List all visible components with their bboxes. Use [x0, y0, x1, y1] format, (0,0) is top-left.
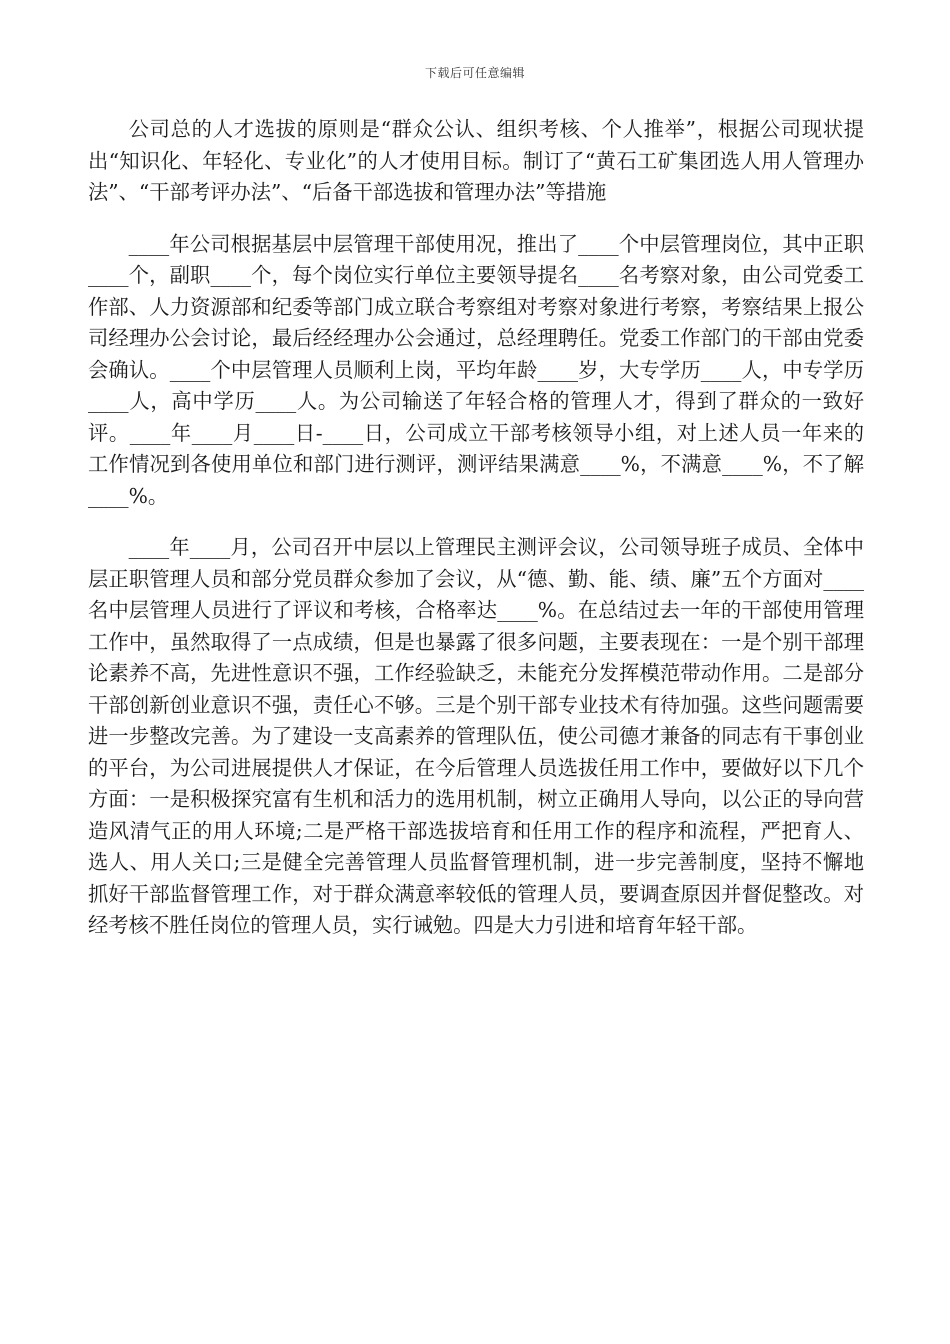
page-header: 下载后可任意编辑 — [424, 66, 525, 80]
document-body — [88, 114, 864, 962]
paragraph-evaluation-and-improvements: ____年____月，公司召开中层以上管理民主测评会议，公司领导班子成员、全体中层正职管理人员和部分党员群众参加了会议，从“德、勤、能、绩、廉”五个方面对____名中层管理人员进行了评议和考核，合格率达____%。在总结过去一年的干部使用管理工作中，虽然取得了一点成绩，但是也暴露了很多问题，主要表现在：一是个别干部理论素养不高，先进性意识不强，工作经验缺乏，未能充分发挥模范带动作用。二是部分干部创新创业意识不强，责任心不够。三是个别干部专业技术有待加强。这些问题需要进一步整改完善。为了建设一支高素养的管理队伍，使公司德才兼备的同志有干事创业的平台，为公司进展提供人才保证，在今后管理人员选拔任用工作中，要做好以下几个方面：一是积极探究富有生机和活力的选用机制，树立正确用人导向，以公正的导向营造风清气正的用人环境;二是严格干部选拔培育和任用工作的程序和流程，严把育人、选人、用人关口;三是健全完善管理人员监督管理机制，进一步完善制度，坚持不懈地抓好干部监督管理工作，对于群众满意率较低的管理人员，要调查原因并督促整改。对经考核不胜任岗位的管理人员，实行诫勉。四是大力引进和培育年轻干部。 — [88, 535, 864, 937]
paragraph-middle-management-appointment: ____年公司根据基层中层管理干部使用况，推出了____个中层管理岗位，其中正职____个，副职____个，每个岗位实行单位主要领导提名____名考察对象，由公司党委工作部、人力资源部和纪委等部门成立联合考察组对考察对象进行考察，考察结果上报公司经理办公会讨论，最后经经理办公会通过，总经理聘任。党委工作部门的干部由党委会确认。____个中层管理人员顺利上岗，平均年龄____岁，大专学历____人，中专学历____人，高中学历____人。为公司输送了年轻合格的管理人才，得到了群众的一致好评。____年____月____日-____日，公司成立干部考核领导小组，对上述人员一年来的工作情况到各使用单位和部门进行测评，测评结果满意____%，不满意____%，不了解____%。 — [88, 231, 864, 508]
paragraph-selection-principles: 公司总的人才选拔的原则是“群众公认、组织考核、个人推举”，根据公司现状提出“知识化、年轻化、专业化”的人才使用目标。制订了“黄石工矿集团选人用人管理办法”、“干部考评办法”、“后备干部选拔和管理办法”等措施 — [88, 117, 864, 204]
